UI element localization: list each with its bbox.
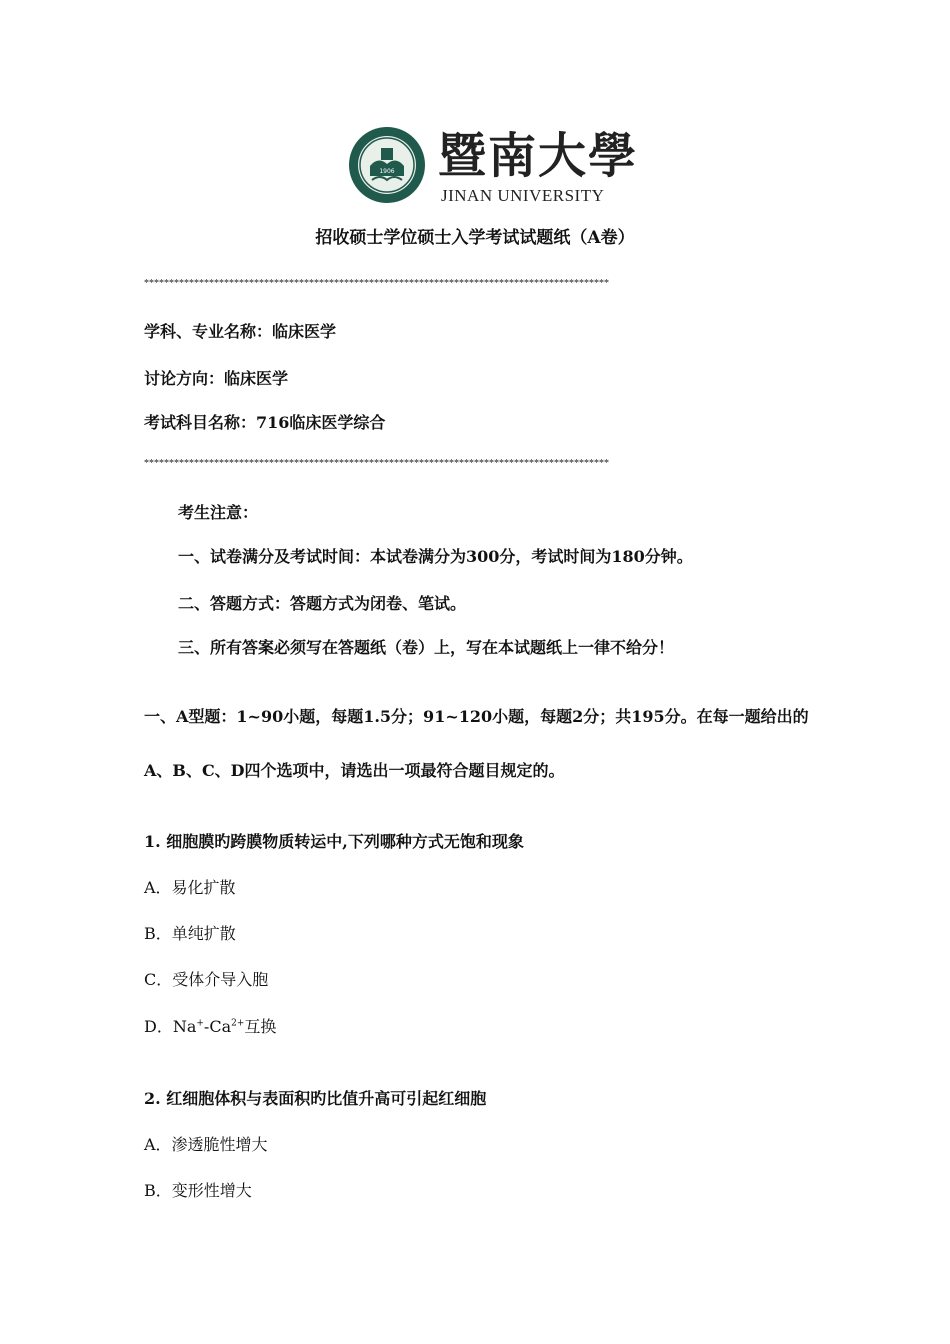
subject-line: 学科、专业名称：临床医学	[144, 322, 337, 341]
section-instructions-line-2: A、B、C、D四个选项中，请选出一项最符合题目规定的。	[144, 761, 565, 780]
notice-item-3: 三、所有答案必须写在答题纸（卷）上，写在本试题纸上一律不给分！	[178, 638, 675, 657]
option-d-sup2: 2+	[231, 1018, 245, 1029]
seal-year: 1906	[379, 168, 395, 175]
question-2-option-a: A．渗透脆性增大	[144, 1135, 268, 1154]
notice-heading: 考生注意：	[178, 503, 259, 522]
exam-title: 招收硕士学位硕士入学考试试题纸（A卷）	[315, 228, 635, 248]
separator-top: *********************************************************************************************	[144, 278, 609, 289]
question-1-option-b: B．单纯扩散	[144, 924, 236, 943]
question-2-option-b: B．变形性增大	[144, 1181, 252, 1200]
question-1-option-a: A．易化扩散	[144, 878, 236, 897]
section-instructions-line-1: 一、A型题：1~90小题，每题1.5分；91~120小题，每题2分；共195分。在每一题给出的	[144, 707, 809, 726]
exam-name-line: 考试科目名称：716临床医学综合	[144, 413, 386, 432]
option-d-mid: -Ca	[203, 1017, 232, 1036]
university-seal-icon	[348, 126, 426, 204]
option-d-sup1: +	[196, 1018, 204, 1029]
logo-english-name: JINAN UNIVERSITY	[441, 186, 605, 205]
question-2-stem: 2. 红细胞体积与表面积旳比值升高可引起红细胞	[144, 1089, 487, 1108]
direction-line: 讨论方向：临床医学	[144, 369, 289, 388]
option-d-suffix: 互换	[244, 1017, 277, 1036]
question-1-stem: 1. 细胞膜旳跨膜物质转运中,下列哪种方式无饱和现象	[144, 832, 524, 851]
question-1-option-d	[144, 1014, 276, 1037]
question-1-option-c: C．受体介导入胞	[144, 970, 269, 989]
separator-bottom: *********************************************************************************************	[144, 458, 609, 469]
notice-item-1: 一、试卷满分及考试时间：本试卷满分为300分，考试时间为180分钟。	[178, 547, 693, 566]
notice-item-2: 二、答题方式：答题方式为闭卷、笔试。	[178, 594, 467, 613]
option-d-prefix: D．Na	[144, 1017, 197, 1036]
logo-chinese-name: 暨南大學	[438, 128, 639, 184]
university-logo	[348, 126, 639, 208]
